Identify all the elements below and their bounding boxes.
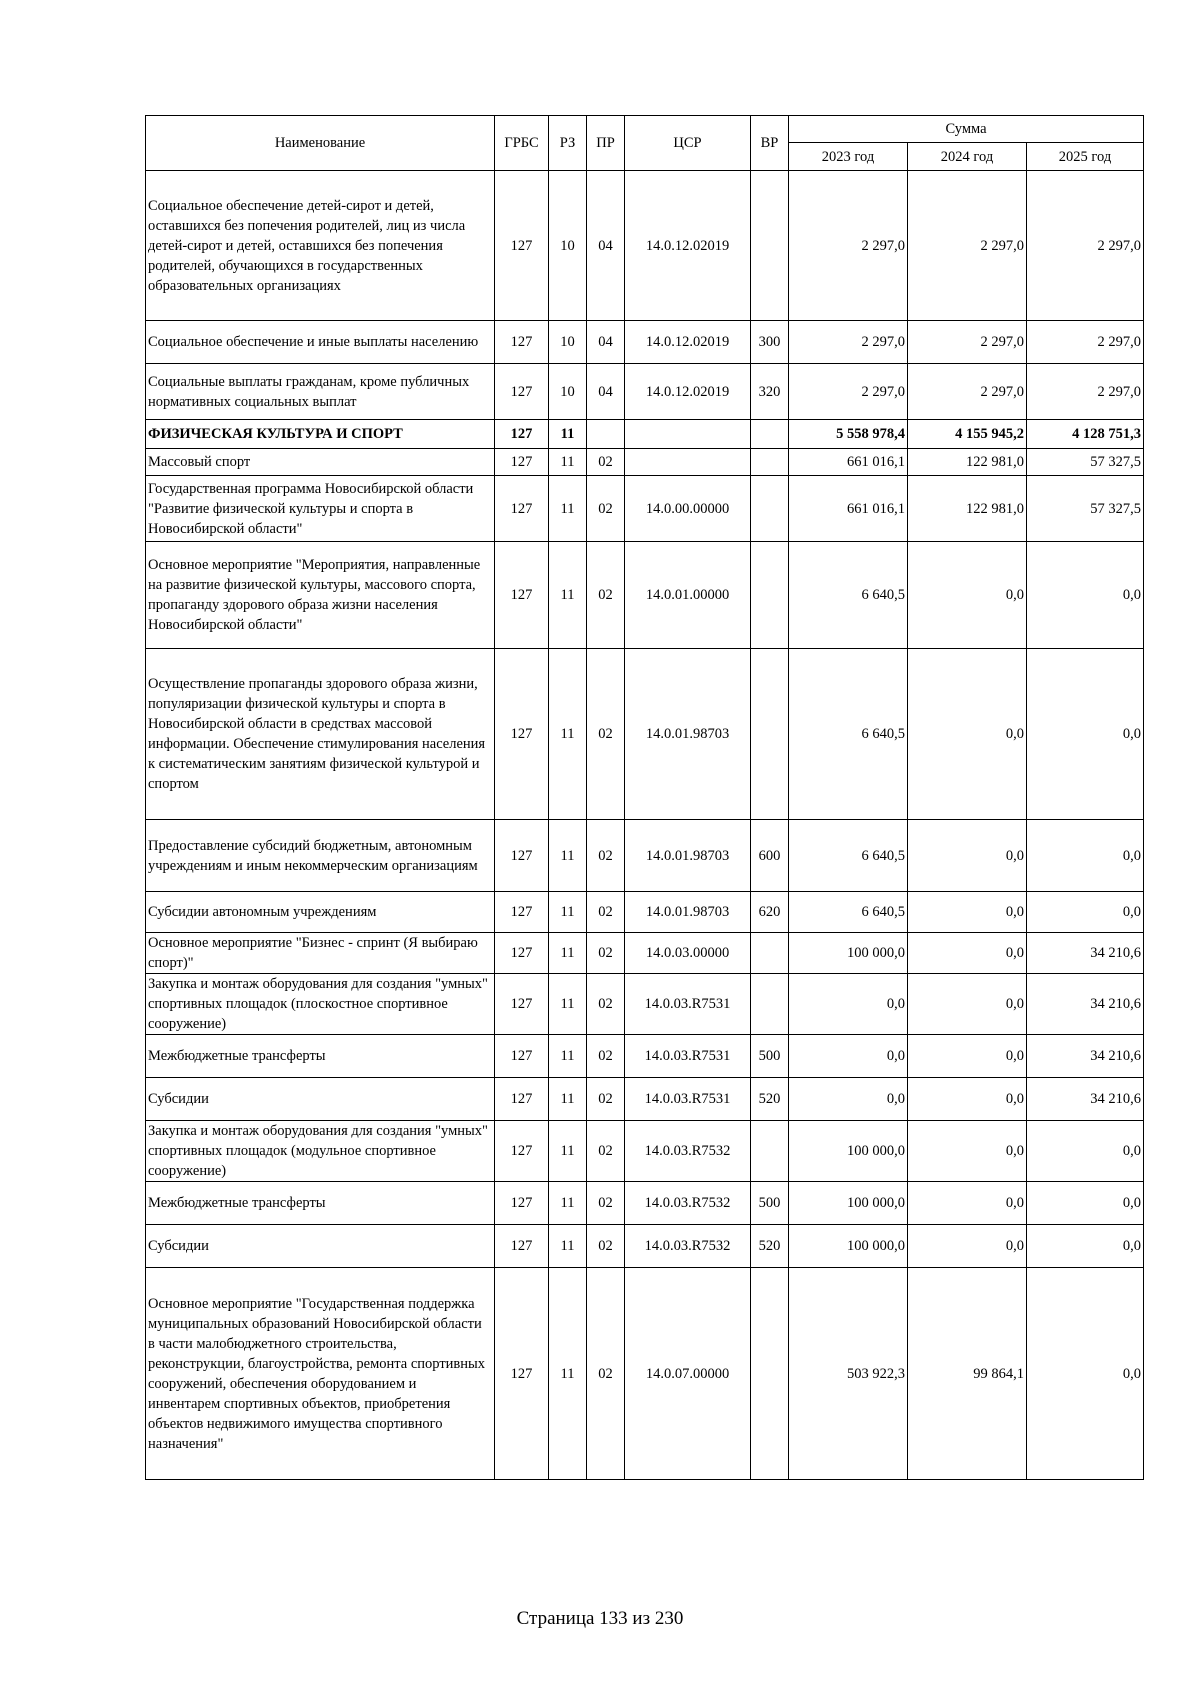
row-vr: 500 bbox=[751, 1182, 789, 1225]
row-name: Субсидии автономным учреждениям bbox=[146, 892, 495, 933]
table-row bbox=[146, 1078, 1144, 1121]
row-grbs: 127 bbox=[495, 1035, 549, 1078]
row-name: Основное мероприятие "Мероприятия, направленные на развитие физической культуры, массового спорта, пропаганду здорового образа жизни населения Новосибирской области" bbox=[146, 542, 495, 649]
row-rz: 11 bbox=[549, 476, 587, 542]
row-sum-2024: 2 297,0 bbox=[908, 171, 1027, 321]
row-grbs: 127 bbox=[495, 1121, 549, 1182]
row-csr: 14.0.03.R7532 bbox=[625, 1182, 751, 1225]
header-sum: Сумма bbox=[789, 116, 1144, 143]
row-grbs: 127 bbox=[495, 364, 549, 420]
row-rz: 10 bbox=[549, 171, 587, 321]
table-header bbox=[146, 116, 1144, 171]
row-rz: 11 bbox=[549, 649, 587, 820]
table-row bbox=[146, 1035, 1144, 1078]
row-pr: 02 bbox=[587, 476, 625, 542]
row-sum-2023: 100 000,0 bbox=[789, 1182, 908, 1225]
row-sum-2024: 0,0 bbox=[908, 892, 1027, 933]
row-name: Субсидии bbox=[146, 1225, 495, 1268]
table-row bbox=[146, 1268, 1144, 1480]
row-grbs: 127 bbox=[495, 820, 549, 892]
table-row bbox=[146, 1121, 1144, 1182]
row-pr: 04 bbox=[587, 321, 625, 364]
row-name: Массовый спорт bbox=[146, 449, 495, 476]
row-grbs: 127 bbox=[495, 974, 549, 1035]
row-sum-2023: 5 558 978,4 bbox=[789, 420, 908, 449]
row-pr: 02 bbox=[587, 449, 625, 476]
row-sum-2023: 6 640,5 bbox=[789, 649, 908, 820]
row-pr bbox=[587, 420, 625, 449]
row-sum-2025: 2 297,0 bbox=[1027, 364, 1144, 420]
row-name: Социальные выплаты гражданам, кроме публичных нормативных социальных выплат bbox=[146, 364, 495, 420]
row-pr: 02 bbox=[587, 1225, 625, 1268]
row-vr bbox=[751, 974, 789, 1035]
row-csr: 14.0.12.02019 bbox=[625, 321, 751, 364]
row-sum-2024: 122 981,0 bbox=[908, 449, 1027, 476]
row-sum-2023: 0,0 bbox=[789, 1078, 908, 1121]
row-csr: 14.0.03.R7531 bbox=[625, 1078, 751, 1121]
row-sum-2024: 122 981,0 bbox=[908, 476, 1027, 542]
row-pr: 02 bbox=[587, 1121, 625, 1182]
row-grbs: 127 bbox=[495, 321, 549, 364]
table-row bbox=[146, 476, 1144, 542]
row-rz: 10 bbox=[549, 321, 587, 364]
row-rz: 11 bbox=[549, 420, 587, 449]
table-row bbox=[146, 449, 1144, 476]
row-sum-2023: 2 297,0 bbox=[789, 364, 908, 420]
row-name: Осуществление пропаганды здорового образа жизни, популяризации физической культуры и спорта в Новосибирской области в средствах массовой информации. Обеспечение стимулирования населения к систематическим занятиям физической культурой и спортом bbox=[146, 649, 495, 820]
row-rz: 11 bbox=[549, 1182, 587, 1225]
header-csr: ЦСР bbox=[625, 116, 751, 171]
row-grbs: 127 bbox=[495, 1268, 549, 1480]
row-csr: 14.0.01.98703 bbox=[625, 892, 751, 933]
row-pr: 02 bbox=[587, 542, 625, 649]
row-sum-2025: 0,0 bbox=[1027, 892, 1144, 933]
row-csr: 14.0.03.R7531 bbox=[625, 974, 751, 1035]
table-row bbox=[146, 542, 1144, 649]
row-name: Субсидии bbox=[146, 1078, 495, 1121]
row-name: Предоставление субсидий бюджетным, автономным учреждениям и иным некоммерческим организациям bbox=[146, 820, 495, 892]
row-rz: 11 bbox=[549, 1268, 587, 1480]
row-csr: 14.0.03.R7532 bbox=[625, 1121, 751, 1182]
row-vr bbox=[751, 1268, 789, 1480]
row-pr: 02 bbox=[587, 820, 625, 892]
row-sum-2023: 100 000,0 bbox=[789, 933, 908, 974]
row-vr bbox=[751, 933, 789, 974]
row-csr: 14.0.03.R7532 bbox=[625, 1225, 751, 1268]
row-sum-2023: 2 297,0 bbox=[789, 321, 908, 364]
row-sum-2024: 2 297,0 bbox=[908, 321, 1027, 364]
row-name: Государственная программа Новосибирской области "Развитие физической культуры и спорта в Новосибирской области" bbox=[146, 476, 495, 542]
row-name: ФИЗИЧЕСКАЯ КУЛЬТУРА И СПОРТ bbox=[146, 420, 495, 449]
row-sum-2024: 0,0 bbox=[908, 820, 1027, 892]
row-grbs: 127 bbox=[495, 933, 549, 974]
row-sum-2023: 503 922,3 bbox=[789, 1268, 908, 1480]
table-row bbox=[146, 321, 1144, 364]
row-vr bbox=[751, 476, 789, 542]
row-name: Межбюджетные трансферты bbox=[146, 1035, 495, 1078]
row-csr: 14.0.01.98703 bbox=[625, 820, 751, 892]
row-rz: 11 bbox=[549, 974, 587, 1035]
row-grbs: 127 bbox=[495, 171, 549, 321]
row-grbs: 127 bbox=[495, 449, 549, 476]
row-sum-2024: 4 155 945,2 bbox=[908, 420, 1027, 449]
row-csr: 14.0.12.02019 bbox=[625, 171, 751, 321]
row-rz: 11 bbox=[549, 1225, 587, 1268]
row-vr: 300 bbox=[751, 321, 789, 364]
table-row bbox=[146, 171, 1144, 321]
row-sum-2023: 0,0 bbox=[789, 1035, 908, 1078]
row-sum-2025: 57 327,5 bbox=[1027, 476, 1144, 542]
table-row bbox=[146, 933, 1144, 974]
page-number: Страница 133 из 230 bbox=[516, 1608, 684, 1629]
row-pr: 02 bbox=[587, 892, 625, 933]
row-sum-2024: 0,0 bbox=[908, 1182, 1027, 1225]
row-pr: 02 bbox=[587, 1035, 625, 1078]
row-sum-2025: 0,0 bbox=[1027, 1121, 1144, 1182]
row-vr: 520 bbox=[751, 1078, 789, 1121]
row-name: Закупка и монтаж оборудования для создания "умных" спортивных площадок (плоскостное спортивное сооружение) bbox=[146, 974, 495, 1035]
row-vr bbox=[751, 420, 789, 449]
row-sum-2024: 0,0 bbox=[908, 542, 1027, 649]
row-grbs: 127 bbox=[495, 1078, 549, 1121]
row-vr bbox=[751, 449, 789, 476]
row-pr: 02 bbox=[587, 1268, 625, 1480]
row-sum-2023: 6 640,5 bbox=[789, 820, 908, 892]
row-pr: 04 bbox=[587, 171, 625, 321]
table-row bbox=[146, 892, 1144, 933]
row-vr bbox=[751, 1121, 789, 1182]
row-sum-2023: 6 640,5 bbox=[789, 892, 908, 933]
row-sum-2024: 99 864,1 bbox=[908, 1268, 1027, 1480]
row-csr: 14.0.07.00000 bbox=[625, 1268, 751, 1480]
row-grbs: 127 bbox=[495, 892, 549, 933]
row-rz: 11 bbox=[549, 542, 587, 649]
row-sum-2025: 57 327,5 bbox=[1027, 449, 1144, 476]
row-sum-2024: 0,0 bbox=[908, 1035, 1027, 1078]
row-sum-2025: 34 210,6 bbox=[1027, 1035, 1144, 1078]
table-row bbox=[146, 1182, 1144, 1225]
row-rz: 11 bbox=[549, 1121, 587, 1182]
row-csr: 14.0.03.00000 bbox=[625, 933, 751, 974]
row-rz: 11 bbox=[549, 449, 587, 476]
table-row bbox=[146, 364, 1144, 420]
header-vr: ВР bbox=[751, 116, 789, 171]
row-vr: 500 bbox=[751, 1035, 789, 1078]
table-row bbox=[146, 420, 1144, 449]
row-sum-2023: 6 640,5 bbox=[789, 542, 908, 649]
row-sum-2023: 100 000,0 bbox=[789, 1121, 908, 1182]
row-vr: 620 bbox=[751, 892, 789, 933]
row-name: Социальное обеспечение и иные выплаты населению bbox=[146, 321, 495, 364]
header-grbs: ГРБС bbox=[495, 116, 549, 171]
row-sum-2023: 2 297,0 bbox=[789, 171, 908, 321]
row-sum-2025: 0,0 bbox=[1027, 1268, 1144, 1480]
row-grbs: 127 bbox=[495, 649, 549, 820]
header-year-2024: 2024 год bbox=[908, 143, 1027, 171]
row-sum-2025: 34 210,6 bbox=[1027, 933, 1144, 974]
row-name: Основное мероприятие "Государственная поддержка муниципальных образований Новосибирской области в части малобюджетного строительства, реконструкции, благоустройства, ремонта спортивных сооружений, обеспечения оборудованием и инвентарем спортивных объектов, приобретения объектов недвижимого имущества спортивного назначения" bbox=[146, 1268, 495, 1480]
table-row bbox=[146, 974, 1144, 1035]
table-row bbox=[146, 1225, 1144, 1268]
row-sum-2025: 2 297,0 bbox=[1027, 171, 1144, 321]
row-grbs: 127 bbox=[495, 1225, 549, 1268]
row-vr: 320 bbox=[751, 364, 789, 420]
row-csr: 14.0.01.98703 bbox=[625, 649, 751, 820]
row-pr: 02 bbox=[587, 1078, 625, 1121]
row-pr: 02 bbox=[587, 649, 625, 820]
row-grbs: 127 bbox=[495, 476, 549, 542]
header-year-2025: 2025 год bbox=[1027, 143, 1144, 171]
row-csr: 14.0.12.02019 bbox=[625, 364, 751, 420]
row-sum-2024: 2 297,0 bbox=[908, 364, 1027, 420]
row-vr: 520 bbox=[751, 1225, 789, 1268]
row-sum-2025: 34 210,6 bbox=[1027, 974, 1144, 1035]
row-vr: 600 bbox=[751, 820, 789, 892]
row-sum-2025: 34 210,6 bbox=[1027, 1078, 1144, 1121]
row-rz: 11 bbox=[549, 892, 587, 933]
row-sum-2024: 0,0 bbox=[908, 933, 1027, 974]
row-rz: 11 bbox=[549, 1035, 587, 1078]
row-csr: 14.0.00.00000 bbox=[625, 476, 751, 542]
header-year-2023: 2023 год bbox=[789, 143, 908, 171]
row-sum-2025: 4 128 751,3 bbox=[1027, 420, 1144, 449]
row-name: Социальное обеспечение детей-сирот и детей, оставшихся без попечения родителей, лиц из числа детей-сирот и детей, оставшихся без попечения родителей, обучающихся в государственных образовательных организациях bbox=[146, 171, 495, 321]
row-sum-2023: 661 016,1 bbox=[789, 449, 908, 476]
row-sum-2024: 0,0 bbox=[908, 974, 1027, 1035]
row-rz: 11 bbox=[549, 1078, 587, 1121]
table-body bbox=[146, 171, 1144, 1480]
row-grbs: 127 bbox=[495, 420, 549, 449]
row-sum-2025: 0,0 bbox=[1027, 1182, 1144, 1225]
row-grbs: 127 bbox=[495, 1182, 549, 1225]
row-vr bbox=[751, 542, 789, 649]
row-sum-2023: 0,0 bbox=[789, 974, 908, 1035]
row-csr: 14.0.03.R7531 bbox=[625, 1035, 751, 1078]
budget-table bbox=[145, 115, 1144, 1480]
row-sum-2024: 0,0 bbox=[908, 649, 1027, 820]
row-sum-2025: 0,0 bbox=[1027, 649, 1144, 820]
row-pr: 02 bbox=[587, 974, 625, 1035]
row-csr bbox=[625, 449, 751, 476]
row-name: Межбюджетные трансферты bbox=[146, 1182, 495, 1225]
row-rz: 10 bbox=[549, 364, 587, 420]
header-rz: РЗ bbox=[549, 116, 587, 171]
row-sum-2025: 2 297,0 bbox=[1027, 321, 1144, 364]
table-row bbox=[146, 820, 1144, 892]
row-name: Закупка и монтаж оборудования для создания "умных" спортивных площадок (модульное спортивное сооружение) bbox=[146, 1121, 495, 1182]
row-sum-2025: 0,0 bbox=[1027, 820, 1144, 892]
row-grbs: 127 bbox=[495, 542, 549, 649]
row-sum-2024: 0,0 bbox=[908, 1225, 1027, 1268]
row-sum-2025: 0,0 bbox=[1027, 542, 1144, 649]
row-pr: 04 bbox=[587, 364, 625, 420]
row-vr bbox=[751, 171, 789, 321]
header-name: Наименование bbox=[146, 116, 495, 171]
header-pr: ПР bbox=[587, 116, 625, 171]
row-rz: 11 bbox=[549, 820, 587, 892]
table-row bbox=[146, 649, 1144, 820]
row-vr bbox=[751, 649, 789, 820]
row-sum-2023: 661 016,1 bbox=[789, 476, 908, 542]
row-sum-2023: 100 000,0 bbox=[789, 1225, 908, 1268]
row-sum-2025: 0,0 bbox=[1027, 1225, 1144, 1268]
row-sum-2024: 0,0 bbox=[908, 1078, 1027, 1121]
row-csr bbox=[625, 420, 751, 449]
row-pr: 02 bbox=[587, 933, 625, 974]
row-name: Основное мероприятие "Бизнес - спринт (Я выбираю спорт)" bbox=[146, 933, 495, 974]
row-pr: 02 bbox=[587, 1182, 625, 1225]
row-sum-2024: 0,0 bbox=[908, 1121, 1027, 1182]
row-rz: 11 bbox=[549, 933, 587, 974]
row-csr: 14.0.01.00000 bbox=[625, 542, 751, 649]
